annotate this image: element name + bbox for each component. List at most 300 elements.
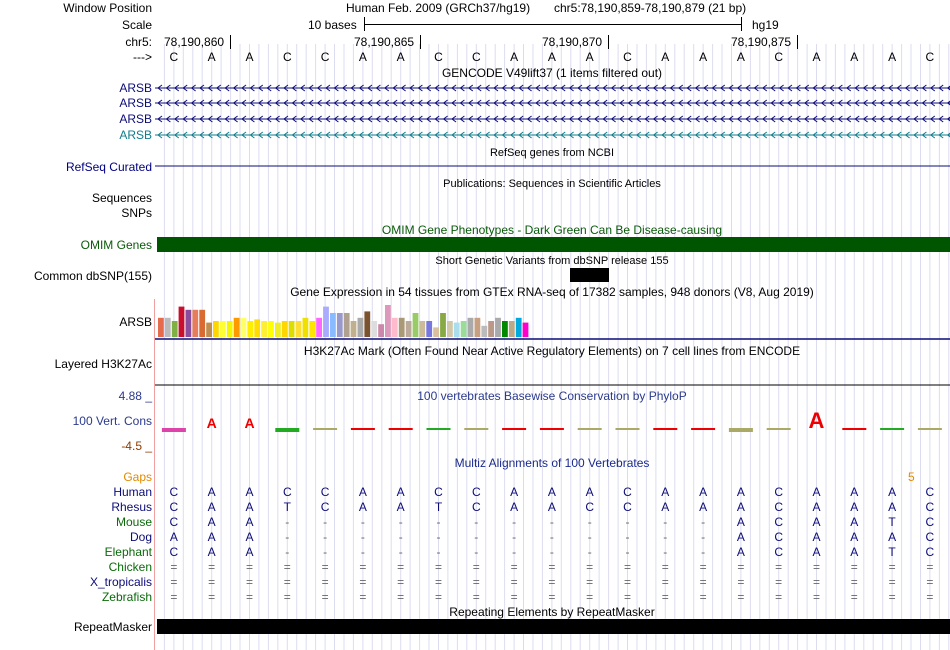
gtex-bar[interactable] — [158, 318, 164, 337]
alignment-base: - — [285, 530, 290, 544]
alignment-base: = — [397, 575, 405, 589]
alignment-base: C — [774, 545, 784, 559]
gtex-bar[interactable] — [371, 321, 377, 337]
alignment-base: C — [925, 485, 935, 499]
gtex-bar[interactable] — [440, 313, 446, 337]
gtex-bar[interactable] — [330, 313, 336, 337]
alignment-base: = — [812, 590, 820, 604]
alignment-base: = — [623, 590, 631, 604]
alignment-base: = — [321, 575, 329, 589]
sequence-base: A — [207, 50, 216, 64]
alignment-base: = — [586, 575, 594, 589]
phylop-label[interactable]: 100 Vert. Cons — [72, 414, 152, 428]
alignment-base: C — [774, 500, 784, 514]
sequence-base: C — [434, 50, 443, 64]
alignment-base: A — [585, 485, 594, 499]
alignment-base: = — [472, 590, 480, 604]
gtex-bar[interactable] — [344, 313, 350, 337]
repeatmasker-label[interactable]: RepeatMasker — [73, 620, 152, 634]
alignment-base: - — [587, 530, 592, 544]
gtex-title: Gene Expression in 54 tissues from GTEx RNA-seq of 17382 samples, 948 donors (V8, Aug 2019) — [290, 285, 814, 299]
alignment-base: = — [321, 560, 329, 574]
alignment-base: = — [472, 560, 480, 574]
alignment-base: - — [474, 545, 479, 559]
alignment-base: A — [736, 515, 745, 529]
alignment-base: A — [207, 485, 216, 499]
phylop-min: -4.5 _ — [121, 439, 152, 453]
alignment-base: A — [245, 485, 254, 499]
gap-count: 5 — [908, 470, 915, 484]
alignment-base: - — [323, 545, 328, 559]
sequence-base: A — [850, 50, 859, 64]
alignment-base: = — [661, 560, 669, 574]
alignment-base: - — [323, 530, 328, 544]
alignment-base: - — [285, 545, 290, 559]
gene-label-arsb[interactable]: ARSB — [119, 128, 152, 142]
alignment-base: = — [586, 560, 594, 574]
gtex-bar[interactable] — [165, 318, 171, 337]
gtex-bar[interactable] — [316, 318, 322, 337]
phylop-glyph — [389, 428, 413, 430]
assembly-short: hg19 — [752, 18, 779, 32]
gtex-bar[interactable] — [234, 318, 240, 337]
alignment-base: - — [512, 545, 517, 559]
alignment-base: A — [547, 500, 556, 514]
alignment-base: = — [661, 575, 669, 589]
alignment-base: = — [850, 560, 858, 574]
phylop-glyph — [464, 428, 488, 430]
species-label[interactable]: Rhesus — [111, 500, 152, 514]
alignment-base: A — [812, 545, 821, 559]
alignment-base: = — [472, 575, 480, 589]
gtex-bar[interactable] — [468, 318, 474, 337]
alignment-base: A — [850, 485, 859, 499]
gtex-bar[interactable] — [488, 321, 494, 337]
alignment-base: A — [812, 515, 821, 529]
gtex-bar[interactable] — [192, 310, 198, 337]
alignment-base: = — [812, 560, 820, 574]
alignment-base: = — [850, 590, 858, 604]
alignment-base: = — [888, 575, 896, 589]
alignment-base: A — [736, 545, 745, 559]
dbsnp-title: Short Genetic Variants from dbSNP release 155 — [435, 255, 669, 267]
gtex-bar[interactable] — [516, 318, 522, 337]
alignment-base: - — [512, 515, 517, 529]
gtex-bar[interactable] — [179, 307, 185, 337]
gtex-bar[interactable] — [213, 321, 219, 337]
sequence-base: C — [282, 50, 292, 64]
alignment-base: - — [398, 530, 403, 544]
tick-label: 78,190,870 — [542, 35, 603, 49]
assembly-title: Human Feb. 2009 (GRCh37/hg19) — [346, 1, 531, 15]
alignment-base: C — [925, 515, 935, 529]
gtex-bar[interactable] — [254, 319, 260, 337]
alignment-base: = — [208, 575, 216, 589]
alignment-base: - — [398, 545, 403, 559]
alignment-base: A — [245, 530, 254, 544]
alignment-base: C — [282, 485, 292, 499]
phylop-title: 100 vertebrates Basewise Conservation by PhyloP — [417, 389, 687, 403]
alignment-base: A — [245, 545, 254, 559]
alignment-base: = — [208, 560, 216, 574]
sequence-base: A — [547, 50, 556, 64]
alignment-base: = — [661, 590, 669, 604]
alignment-base: A — [812, 530, 821, 544]
species-label[interactable]: Elephant — [104, 545, 152, 559]
alignment-base: - — [549, 515, 554, 529]
gtex-bar[interactable] — [199, 310, 205, 337]
alignment-base: A — [699, 485, 708, 499]
phylop-max: 4.88 _ — [118, 389, 152, 403]
gtex-bar[interactable] — [206, 323, 212, 337]
alignment-base: - — [360, 530, 365, 544]
refseq-title: RefSeq genes from NCBI — [489, 147, 615, 159]
alignment-base: = — [812, 575, 820, 589]
phylop-glyph — [880, 428, 904, 430]
alignment-base: - — [323, 515, 328, 529]
alignment-base: C — [925, 530, 935, 544]
alignment-base: A — [207, 530, 216, 544]
gtex-bar[interactable] — [337, 313, 343, 337]
phylop-glyph — [351, 428, 375, 430]
alignment-base: = — [170, 575, 178, 589]
gtex-bar[interactable] — [392, 318, 398, 337]
alignment-base: = — [245, 590, 253, 604]
repeatmasker-title: Repeating Elements by RepeatMasker — [449, 605, 655, 619]
alignment-base: = — [434, 560, 442, 574]
alignment-base: - — [436, 545, 441, 559]
sequence-base: C — [774, 50, 784, 64]
alignment-base: A — [169, 530, 178, 544]
alignment-base: A — [850, 530, 859, 544]
gtex-bar[interactable] — [481, 326, 487, 337]
multiz-title: Multiz Alignments of 100 Vertebrates — [454, 456, 650, 470]
gene-label-arsb[interactable]: ARSB — [119, 81, 152, 95]
alignment-base: C — [169, 500, 179, 514]
alignment-base: - — [625, 515, 630, 529]
alignment-base: A — [888, 500, 897, 514]
omim-label[interactable]: OMIM Genes — [80, 238, 152, 252]
gtex-bar[interactable] — [296, 321, 302, 337]
alignment-base: - — [663, 515, 668, 529]
alignment-base: - — [625, 530, 630, 544]
gtex-bar[interactable] — [364, 311, 370, 337]
alignment-base: C — [925, 500, 935, 514]
alignment-base: = — [888, 590, 896, 604]
alignment-base: C — [623, 500, 632, 514]
alignment-base: C — [320, 500, 330, 514]
alignment-base: A — [736, 530, 745, 544]
alignment-base: A — [510, 485, 519, 499]
alignment-base: C — [169, 545, 179, 559]
alignment-base: = — [283, 560, 291, 574]
phylop-glyph: A — [808, 408, 825, 433]
gtex-bar[interactable] — [220, 321, 226, 337]
gaps-label[interactable]: Gaps — [123, 470, 152, 484]
alignment-base: C — [623, 485, 632, 499]
alignment-base: - — [360, 545, 365, 559]
alignment-base: A — [736, 485, 745, 499]
alignment-base: = — [359, 590, 367, 604]
gtex-bar[interactable] — [475, 318, 481, 337]
publications-label-sequences[interactable]: Sequences — [91, 191, 152, 205]
alignment-base: C — [434, 485, 443, 499]
gtex-bar[interactable] — [282, 321, 288, 337]
alignment-base: - — [701, 545, 706, 559]
phylop-glyph — [842, 428, 866, 430]
alignment-base: = — [359, 575, 367, 589]
alignment-base: = — [208, 590, 216, 604]
alignment-base: C — [925, 545, 935, 559]
gtex-bar[interactable] — [289, 321, 295, 337]
alignment-base: A — [207, 545, 216, 559]
alignment-base: = — [775, 590, 783, 604]
gtex-bar[interactable] — [433, 327, 439, 337]
alignment-base: A — [736, 500, 745, 514]
alignment-base: - — [285, 515, 290, 529]
alignment-base: - — [701, 530, 706, 544]
alignment-base: A — [207, 515, 216, 529]
gtex-bar[interactable] — [447, 321, 453, 337]
alignment-base: T — [283, 500, 291, 514]
publications-label-snps[interactable]: SNPs — [121, 206, 152, 220]
alignment-base: = — [434, 575, 442, 589]
gtex-bar[interactable] — [268, 321, 274, 337]
alignment-base: - — [701, 515, 706, 529]
gtex-bar[interactable] — [172, 321, 178, 337]
gtex-bar[interactable] — [399, 318, 405, 337]
phylop-glyph — [275, 428, 299, 432]
alignment-base: = — [699, 590, 707, 604]
alignment-base: = — [888, 560, 896, 574]
phylop-glyph: A — [206, 415, 217, 431]
alignment-base: A — [396, 485, 405, 499]
gtex-bar[interactable] — [461, 321, 467, 337]
alignment-base: C — [471, 500, 481, 514]
gtex-bar[interactable] — [241, 318, 247, 337]
alignment-base: A — [850, 545, 859, 559]
alignment-base: = — [548, 575, 556, 589]
phylop-glyph — [578, 428, 602, 430]
sequence-base: A — [245, 50, 254, 64]
gtex-bar[interactable] — [406, 321, 412, 337]
alignment-base: A — [661, 485, 670, 499]
alignment-base: C — [774, 515, 784, 529]
alignment-base: - — [625, 545, 630, 559]
alignment-base: T — [888, 545, 896, 559]
position-text: chr5:78,190,859-78,190,879 (21 bp) — [554, 1, 747, 15]
species-label[interactable]: Chicken — [108, 560, 152, 574]
sequence-base: A — [585, 50, 594, 64]
gene-label-arsb[interactable]: ARSB — [119, 96, 152, 110]
alignment-base: - — [436, 530, 441, 544]
alignment-base: = — [548, 560, 556, 574]
alignment-base: = — [737, 590, 745, 604]
gtex-bar[interactable] — [186, 310, 192, 337]
gtex-bar[interactable] — [454, 323, 460, 337]
alignment-base: = — [926, 575, 934, 589]
gtex-bar[interactable] — [275, 323, 281, 337]
gtex-bar[interactable] — [495, 318, 501, 337]
phylop-glyph — [502, 428, 526, 430]
gtex-bar[interactable] — [309, 321, 315, 337]
species-label[interactable]: X_tropicalis — [89, 575, 152, 589]
gencode-title: GENCODE V49lift37 (1 items filtered out) — [441, 66, 663, 80]
species-label[interactable]: Dog — [129, 530, 152, 544]
gtex-bar[interactable] — [426, 321, 432, 337]
sequence-base: A — [736, 50, 745, 64]
alignment-base: = — [245, 560, 253, 574]
gtex-bar[interactable] — [413, 313, 419, 337]
alignment-base: = — [850, 575, 858, 589]
sequence-base: C — [320, 50, 330, 64]
alignment-base: - — [436, 515, 441, 529]
alignment-base: = — [397, 590, 405, 604]
sequence-base: A — [661, 50, 670, 64]
phylop-glyph — [729, 428, 753, 432]
chrom-label: chr5: — [125, 35, 152, 49]
gtex-bar[interactable] — [509, 321, 515, 337]
alignment-base: C — [169, 515, 179, 529]
alignment-base: A — [888, 530, 897, 544]
sequence-base: A — [510, 50, 519, 64]
sequence-base: A — [888, 50, 897, 64]
tick-label: 78,190,875 — [731, 35, 792, 49]
phylop-glyph — [918, 428, 942, 430]
alignment-base: - — [587, 515, 592, 529]
species-label[interactable]: Human — [113, 485, 152, 499]
tick-label: 78,190,865 — [354, 35, 415, 49]
alignment-base: = — [623, 575, 631, 589]
h3k27ac-title: H3K27Ac Mark (Often Found Near Active Regulatory Elements) on 7 cell lines from ENCODE — [303, 344, 801, 358]
alignment-base: = — [775, 560, 783, 574]
alignment-base: = — [926, 590, 934, 604]
gtex-bar[interactable] — [323, 307, 329, 337]
alignment-base: C — [320, 485, 330, 499]
h3k27ac-label[interactable]: Layered H3K27Ac — [54, 357, 152, 371]
phylop-glyph — [767, 428, 791, 430]
sequence-base: C — [623, 50, 632, 64]
alignment-base: = — [283, 575, 291, 589]
sequence-base: C — [169, 50, 179, 64]
gtex-bar[interactable] — [303, 318, 309, 337]
phylop-glyph: A — [244, 415, 255, 431]
gtex-bar[interactable] — [523, 323, 529, 337]
gtex-bar[interactable] — [358, 318, 364, 337]
sequence-base: A — [358, 50, 367, 64]
alignment-base: - — [398, 515, 403, 529]
phylop-glyph — [162, 428, 186, 432]
alignment-base: T — [434, 500, 443, 514]
sequence-base: A — [812, 50, 821, 64]
alignment-base: A — [510, 500, 519, 514]
alignment-base: C — [774, 530, 784, 544]
alignment-base: A — [888, 485, 897, 499]
omim-title: OMIM Gene Phenotypes - Dark Green Can Be Disease-causing — [381, 223, 723, 237]
alignment-base: A — [245, 515, 254, 529]
alignment-base: A — [396, 500, 405, 514]
alignment-base: = — [623, 560, 631, 574]
alignment-base: = — [397, 560, 405, 574]
alignment-base: = — [699, 575, 707, 589]
gtex-bar[interactable] — [378, 324, 384, 337]
alignment-base: - — [663, 545, 668, 559]
alignment-base: = — [434, 590, 442, 604]
alignment-base: = — [926, 560, 934, 574]
omim-bar[interactable] — [157, 237, 950, 252]
gtex-bar[interactable] — [227, 321, 233, 337]
gtex-bar[interactable] — [261, 321, 267, 337]
gtex-bar[interactable] — [385, 305, 391, 337]
gtex-bar[interactable] — [419, 321, 425, 337]
gene-label-arsb[interactable]: ARSB — [119, 112, 152, 126]
dbsnp-label[interactable]: Common dbSNP(155) — [33, 269, 152, 283]
sequence-base: A — [699, 50, 708, 64]
publications-title: Publications: Sequences in Scientific Articles — [443, 178, 661, 190]
strand-label: ---> — [133, 50, 152, 64]
alignment-base: = — [170, 560, 178, 574]
alignment-base: C — [471, 485, 481, 499]
alignment-base: A — [547, 485, 556, 499]
alignment-base: - — [474, 515, 479, 529]
alignment-base: = — [510, 575, 518, 589]
window-position-label: Window Position — [63, 1, 152, 15]
alignment-base: = — [510, 560, 518, 574]
alignment-base: - — [549, 530, 554, 544]
alignment-base: C — [585, 500, 595, 514]
alignment-base: A — [245, 500, 254, 514]
tick-label: 78,190,860 — [164, 35, 225, 49]
alignment-base: A — [358, 485, 367, 499]
alignment-base: - — [663, 530, 668, 544]
phylop-glyph — [427, 428, 451, 430]
alignment-base: A — [812, 485, 821, 499]
species-label[interactable]: Mouse — [115, 515, 152, 529]
gtex-label[interactable]: ARSB — [119, 315, 152, 329]
alignment-base: = — [359, 560, 367, 574]
alignment-base: = — [170, 590, 178, 604]
alignment-base: C — [774, 485, 784, 499]
alignment-base: = — [548, 590, 556, 604]
alignment-base: = — [775, 575, 783, 589]
gtex-bar[interactable] — [247, 321, 253, 337]
species-label[interactable]: Zebrafish — [101, 590, 152, 604]
gtex-bar[interactable] — [502, 321, 508, 337]
phylop-glyph — [616, 428, 640, 430]
alignment-base: - — [474, 530, 479, 544]
alignment-base: = — [699, 560, 707, 574]
alignment-base: = — [510, 590, 518, 604]
alignment-base: T — [888, 515, 896, 529]
repeatmasker-bar[interactable] — [157, 619, 950, 634]
phylop-glyph — [540, 428, 564, 430]
alignment-base: - — [512, 530, 517, 544]
alignment-base: - — [360, 515, 365, 529]
alignment-base: A — [812, 500, 821, 514]
alignment-base: = — [737, 560, 745, 574]
alignment-base: A — [850, 500, 859, 514]
dbsnp-variant[interactable] — [570, 268, 609, 282]
sequence-base: C — [925, 50, 935, 64]
alignment-base: = — [245, 575, 253, 589]
refseq-label[interactable]: RefSeq Curated — [65, 160, 152, 174]
alignment-base: A — [850, 515, 859, 529]
alignment-base: C — [169, 485, 179, 499]
alignment-base: A — [207, 500, 216, 514]
phylop-glyph — [653, 428, 677, 430]
gtex-bar[interactable] — [351, 321, 357, 337]
sequence-base: C — [471, 50, 481, 64]
